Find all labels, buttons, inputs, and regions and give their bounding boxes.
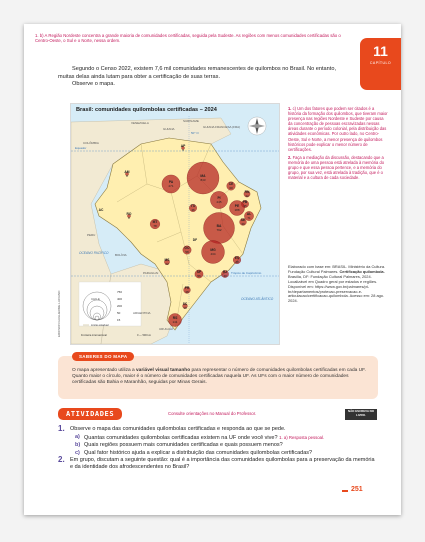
state-value-pa: 271 (168, 184, 174, 188)
ocean-label-pacifico: OCEANO PACÍFICO (79, 251, 109, 255)
state-value-rj: 43 (223, 274, 227, 278)
question-1c: c) Qual fator histórico ajuda a explicar a distribuição das comunidades quilombolas certificadas? (75, 449, 313, 456)
state-label-pa: PA (168, 180, 174, 184)
state-value-mg: 434 (210, 252, 216, 256)
state-label-df: DF (192, 238, 198, 242)
state-value-ap: 4 (182, 148, 184, 152)
question-1a: a) Quantas comunidades quilombolas certificadas existem na UF onde você vive? 1. a) Resposta pessoal. (75, 434, 325, 442)
legend-limit-country: Fronteira internacional (81, 334, 107, 337)
country-label-suriname: SURINAME (183, 119, 199, 123)
intro-paragraph-2: Observe o mapa. (72, 81, 115, 88)
state-value-sc: 19 (183, 306, 187, 310)
legend-value-750: 750 (117, 290, 123, 294)
state-value-ma: 843 (200, 178, 206, 182)
state-label-ac: AC (98, 208, 104, 212)
state-label-ms: MS (164, 258, 170, 262)
state-label-pr: PR (184, 286, 190, 290)
side-note-2: 2. Faça a mediação da discussão, destacando que a memória de uma pessoa está atrelada à memória do grupo e que essa pessoa pertence, e a memória do grupo, por sua vez, está atrelada à tradição, que é o material e a cultura de cada sociedade. (288, 154, 385, 181)
saberes-text: O mapa apresentado utiliza a variável visual tamanho para representar o número de comunidades quilombolas certificadas em cada UF. Quanto maior o círculo, maior é o número de comunidades certificadas naquela UF. As UFs com o maior número de comunidades certificadas são Bahia e Maranhão, seguidas por Minas Gerais. (72, 368, 366, 386)
state-value-es: 48 (235, 260, 239, 264)
quilombola-map (57, 103, 280, 345)
state-label-pi: PI (217, 196, 221, 200)
line-label-equador: Equador (75, 146, 87, 150)
state-value-am: 8 (126, 174, 128, 178)
state-label-mg: MG (210, 248, 216, 252)
state-value-go: 58 (185, 250, 189, 254)
state-label-rj: RJ (222, 270, 228, 274)
map-scale: 0 — 500 km (137, 334, 151, 337)
country-label-argentina: ARGENTINA (133, 311, 151, 315)
state-value-mt: 78 (153, 224, 157, 228)
map-title: Brasil: comunidades quilombolas certificadas – 2024 (76, 107, 217, 113)
state-value-pe: 188 (234, 208, 240, 212)
intro-text (58, 66, 354, 89)
country-label-peru: PERU (87, 233, 96, 237)
country-label-chile: CHILE (91, 297, 100, 301)
line-label-capricornio: Trópico de Capricórnio (231, 271, 262, 275)
state-label-ma: MA (200, 174, 206, 178)
question-2: 2. Em grupo, discutam a seguinte questão: qual é a importância das comunidades quilombolas para a preservação da memória e da identidade dos afrodescendentes no Brasil? (58, 454, 375, 471)
legend-value-50: 50 (117, 311, 121, 315)
do-not-write-badge: NÃO ESCREVA NO LIVRO. (345, 409, 377, 420)
state-value-pb: 45 (243, 204, 247, 208)
country-label-uruguai: URUGUAI (159, 327, 173, 331)
answer-note: 1. a) Resposta pessoal. (279, 435, 325, 441)
state-value-al: 71 (247, 216, 251, 220)
state-label-es: ES (234, 256, 240, 260)
country-label-paraguai: PARAGUAI (143, 271, 159, 275)
legend (79, 282, 141, 327)
legend-value-400: 400 (117, 297, 123, 301)
state-value-sp: 56 (197, 274, 201, 278)
state-label-pb: PB (242, 200, 248, 204)
country-label-colombia: COLÔMBIA (83, 141, 99, 145)
atividades-tag: ATIVIDADES (58, 408, 122, 420)
map-credit: ERICSON GUILHERME LUCIANO (57, 290, 61, 337)
meridian-label: 50° O (191, 131, 199, 135)
chapter-tab (360, 38, 401, 90)
state-value-pi: 245 (216, 200, 222, 204)
question-1b: b) Quais regiões possuem mais comunidades certificadas e quais possuem menos? (75, 442, 283, 449)
saberes-do-mapa-box (58, 356, 378, 399)
state-value-rn: 32 (245, 194, 249, 198)
state-label-ap: AP (180, 144, 186, 148)
chapter-number: 11 (373, 43, 388, 59)
state-label-mt: MT (152, 220, 158, 224)
page-number: 251 (351, 486, 363, 493)
state-label-ce: CE (228, 182, 234, 186)
state-label-pe: PE (234, 204, 240, 208)
saberes-tag: SABERES DO MAPA (72, 352, 134, 361)
chapter-label: CAPÍTULO (369, 61, 392, 65)
book-page (24, 24, 401, 515)
page-number-bar (342, 490, 348, 492)
state-label-ba: BA (216, 224, 222, 228)
state-value-to: 46 (191, 208, 195, 212)
state-label-rs: RS (172, 316, 178, 320)
state-value-ro: 8 (128, 216, 130, 220)
country-label-guiana-francesa: GUIANA FRANCESA (FRA) (203, 125, 241, 129)
state-label-ro: RO (126, 212, 132, 216)
intro-paragraph-1: Segundo o Censo 2022, existem 7,6 mil comunidades remanescentes de quilombos no Brasil. No entanto, muitas delas ainda lutam para obter a certificação de suas terras. (58, 66, 336, 80)
state-value-pr: 38 (185, 290, 189, 294)
state-label-sp: SP (196, 270, 202, 274)
state-label-rn: RN (244, 190, 250, 194)
state-label-am: AM (124, 170, 130, 174)
country-label-guiana: GUIANA (163, 127, 175, 131)
compass-rose (248, 117, 266, 135)
state-value-ce: 60 (229, 186, 233, 190)
ocean-label-atlantico: OCEANO ATLÂNTICO (241, 297, 274, 301)
questions-list (58, 426, 378, 472)
question-1: 1. Observe o mapa das comunidades quilombolas certificadas e responda ao que se pede. (58, 424, 286, 433)
state-value-se: 39 (241, 222, 245, 226)
country-label-venezuela: VENEZUELA (131, 121, 149, 125)
map-source: Elaborado com base em: BRASIL. Ministério da Cultura. Fundação Cultural Palmares. Certificação quilombola. Brasília, DF: Fundação Cultural Palmares, 2024. Localizável em Quadro geral por estados e regiões. Disponível em: https://www.gov.br/palmares/pt-br/departamentos/protecao-preservacao-e-articulacao/certificacao-quilombola. Acesso em: 28 ago. 2024. (288, 264, 386, 304)
state-value-ba: 792 (216, 228, 222, 232)
legend-value-200: 200 (117, 304, 123, 308)
state-label-se: SE (240, 218, 246, 222)
legend-value-15: 15 (117, 318, 121, 322)
atividades-header (58, 408, 378, 422)
state-label-go: GO (184, 246, 190, 250)
legend-limit-state: Limite estadual (91, 324, 109, 327)
state-value-rs: 141 (172, 320, 178, 324)
question-number: 1. (58, 424, 65, 433)
state-label-al: AL (246, 212, 252, 216)
teacher-note: 1. b) A Região Nordeste concentra a grande maioria de comunidades certificadas, seguida pela Sudeste. As regiões com menos comunidades certificadas são o Centro-Oeste, o Sul e o Norte, nessa ordem. (35, 33, 341, 44)
country-label-bolivia: BOLÍVIA (115, 253, 127, 257)
map-canvas (71, 104, 279, 344)
side-notes (288, 106, 388, 183)
state-label-sc: SC (182, 302, 188, 306)
state-value-ms: 22 (165, 262, 169, 266)
atividades-guide: Consulte orientações no Manual do Professor. (168, 411, 257, 416)
side-note-1: 1. c) Um dos fatores que podem ser citados é a história da formação dos quilombos, que tiveram maior presença nas regiões Nordeste e Sudeste por causa da concentração de pessoas escravizadas nessas áreas durante o período colonial, pela distribuição das atividades econômicas. Por outro lado, no Centro-Oeste, Sul e Norte, a menor presença de quilombos históricos pode explicar o menor número de certificações. (288, 106, 388, 152)
question-number: 2. (58, 454, 65, 464)
state-label-to: TO (190, 204, 196, 208)
